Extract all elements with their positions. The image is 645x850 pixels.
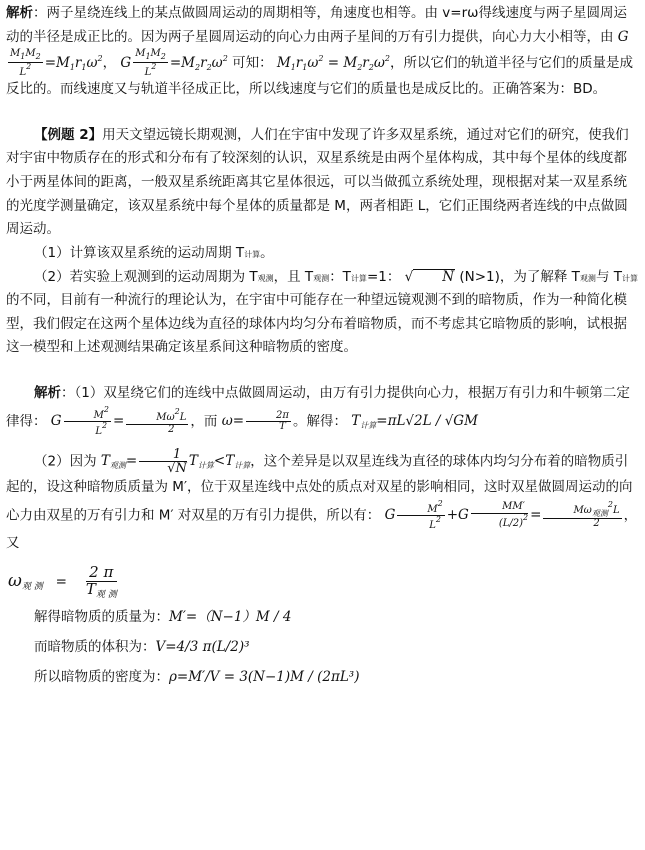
question-2-text-b: ，且 T [273, 268, 314, 285]
solution-2-part-1 [6, 382, 638, 438]
question-1-end: 。 [260, 244, 274, 261]
t-calc-subscript: 计算 [621, 273, 638, 283]
gravity-equation-1: G $\frac{M_1M_2}{L^2}$ $=M_1r_1\omega^2$ [10, 28, 629, 78]
omega-definition: ω= $\frac{2\pi}{T}$ [221, 409, 289, 433]
solution-2-part-2 [6, 448, 638, 556]
question-2-text-g: 的不同，目前有一种流行的理论认为，在宇宙中可能存在一种望远镜观测不到的暗物质，作为一种简化模型，我们假定在这两个星体边线为直径的球体内均匀分布着暗物质，而不考虑其它暗物质的影响，试根据这一模型和上述观测结果确定该星系间这种暗物质的密度。 [6, 292, 627, 356]
document-page [6, 2, 638, 689]
solution-1-paragraph [6, 2, 638, 102]
density-prefix: 所以暗物质的密度为： [34, 668, 169, 685]
question-2-text-f: 与 T [595, 268, 622, 285]
t-calc-rhs: =πL√2L / √GM [376, 413, 478, 430]
t-obs-subscript: 观测 [257, 273, 274, 283]
question-2-text-a: （2）若实验上观测到的运动周期为 T [34, 268, 258, 285]
question-1 [6, 242, 638, 266]
t-obs-subscript: 观测 [579, 273, 596, 283]
dark-matter-volume-line [6, 636, 638, 660]
solution-2-text-2b: ，这个差异是以双星连线为直径的球体内均匀分布着的暗物质引起的，设这种暗物质质量为 M′，位于双星连线中点处的质点对双星的影响相同，这时双星做圆周运动的向心力由双星的万有引力和 M′ 对双星的万有引力提供，所以有： [6, 453, 633, 524]
density-equation: ρ=M′/V = 3(N−1)M / (2πL³) [169, 668, 360, 685]
solution-2-text-2c: ，又 [6, 507, 638, 551]
solution-2-label: 解析 [34, 385, 61, 402]
solution-1-label: 解析 [6, 5, 33, 21]
volume-prefix: 而暗物质的体积为： [34, 638, 156, 655]
example-2-body: 用天文望远镜长期观测，人们在宇宙中发现了许多双星系统，通过对它们的研究，使我们对宇宙中物质存在的形式和分布有了较深刻的认识，双星系统是由两个星体构成，其中每个星体的线度都小于两星体间的距离，一般双星系统距离其它星体很远，可以当做孤立系统处理，现根据对某一双星系统的光度学测量确定，该双星系统中每个星体的质量都是 M，两者相距 L，它们正围绕两者连线的中点做圆周运动。 [6, 126, 629, 238]
question-2-text-d: =1： [366, 268, 401, 285]
mass-equation: M′=（N−1）M / 4 [169, 609, 292, 626]
sqrt-n-radicand: N [413, 269, 455, 285]
question-2-text-c: ：T [329, 268, 351, 285]
mass-prefix: 解得暗物质的质量为： [34, 609, 169, 626]
volume-equation: V=4/3 π(L/2)³ [155, 638, 250, 655]
question-1-text: （1）计算该双星系统的运动周期 T [34, 244, 245, 261]
radius-relation-equation: $M_1r_1\omega^2 = M_2r_2\omega^2$ [276, 54, 390, 73]
example-2-label: 【例题 2】 [34, 126, 103, 143]
dark-matter-force-equation: G $\frac{M^2}{L^2}$ +G $\frac{MM'}{(L/2)^2}$ = $\frac{M\omega_{观测}^2L}{2}$ [384, 498, 620, 532]
solution-2-text-1: ：（1）双星绕它们的连线中点做圆周运动，由万有引力提供向心力，根据万有引力和牛顿第二定律得： [6, 385, 630, 430]
and-text: ，而 [190, 413, 218, 430]
t-calc-result: $T_{计算}=\pi L√2L / √GM$ [351, 413, 478, 431]
dark-matter-mass-line [6, 606, 638, 630]
solution-2-text-2a: （2）因为 [34, 453, 97, 470]
sqrt-n: √ N [404, 268, 455, 285]
example-2-paragraph [6, 124, 638, 242]
t-calc-subscript: 计算 [350, 273, 367, 283]
t-calc-subscript: 计算 [244, 249, 261, 259]
dark-matter-density-line [6, 666, 638, 690]
solution-1-conclusion: ，所以它们的轨道半径与它们的质量是成反比的。而线速度又与轨道半径成正比，所以线速度与它们的质量也是成反比的。正确答案为：BD。 [6, 55, 633, 98]
question-2-text-e: (N>1)，为了解释 T [459, 268, 580, 285]
gravity-equation-2: G $\frac{M_1M_2}{L^2}$ $=M_2r_2\omega^2$ [120, 48, 228, 78]
newton-equation: G $\frac{M^2}{L^2}$ = $\frac{M\omega^2L}{2}$ [50, 404, 187, 438]
omega-obs-equation: $\omega_{观 测}$ = $\frac{2 \pi}{T_{观 测}}$ [8, 563, 117, 600]
t-obs-relation: $T_{观测}=$ $\frac{1}{√N}$ $T_{计算}<T_{计算}$ [100, 446, 251, 477]
separator: ， [102, 55, 117, 72]
solve-text: 。解得： [292, 413, 347, 430]
then-text: 可知： [232, 55, 273, 72]
solution-1-text: ：两子星绕连线上的某点做圆周运动的周期相等，角速度也相等。由 v=rω得线速度与两子星圆周运动的半径是成正比的。因为两子星圆周运动的向心力由两子星间的万有引力提供，向心力大小相等，由 [6, 5, 627, 45]
question-2 [6, 266, 638, 361]
t-obs-subscript: 观测 [313, 273, 330, 283]
